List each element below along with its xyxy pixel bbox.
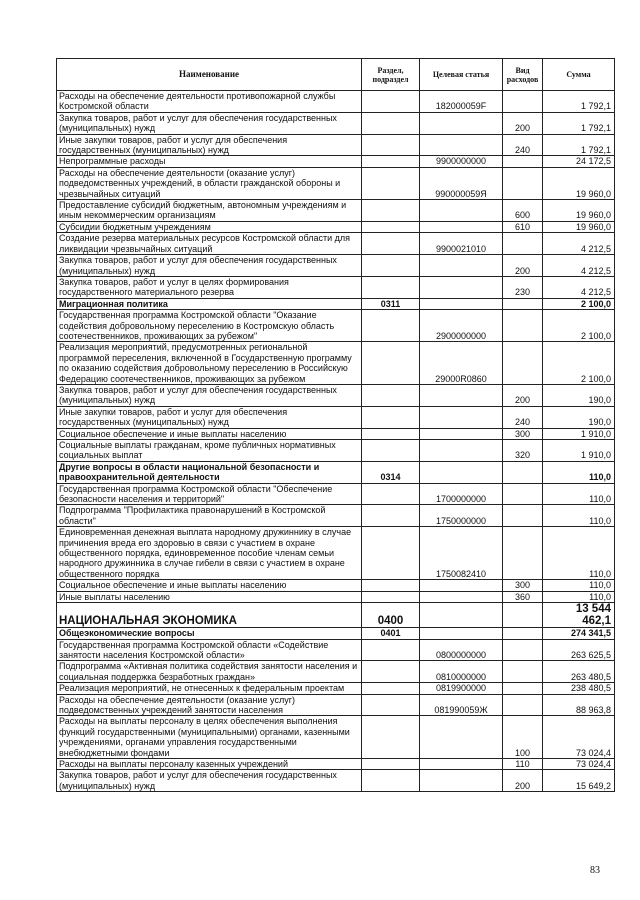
table-row <box>57 461 615 483</box>
cell-section <box>362 384 420 406</box>
cell-name: Государственная программа Костромской области "Обеспечение безопасности населения и территорий" <box>57 483 362 505</box>
table-row <box>57 221 615 232</box>
cell-article <box>420 440 503 462</box>
cell-article: 0810000000 <box>420 661 503 683</box>
cell-name: Предоставление субсидий бюджетным, автономным учреждениям и иным некоммерческим организациям <box>57 200 362 222</box>
cell-sum: 19 960,0 <box>543 221 615 232</box>
cell-name: Реализация мероприятий, предусмотренных региональной программой переселения, включенной в Государственную программу по оказанию содействия добровольному переселению в Российскую Федерацию соотечественников, проживающих за рубежом <box>57 342 362 385</box>
cell-kind: 100 <box>503 716 543 759</box>
cell-sum: 2 100,0 <box>543 342 615 385</box>
table-row <box>57 112 615 134</box>
cell-name: Закупка товаров, работ и услуг для обеспечения государственных (муниципальных) нужд <box>57 384 362 406</box>
cell-section <box>362 770 420 792</box>
table-row <box>57 156 615 167</box>
cell-article <box>420 276 503 298</box>
cell-sum: 24 172,5 <box>543 156 615 167</box>
cell-kind <box>503 483 543 505</box>
cell-kind <box>503 91 543 113</box>
table-row <box>57 428 615 439</box>
table-row <box>57 639 615 661</box>
cell-article <box>420 758 503 769</box>
header-row <box>57 59 615 91</box>
cell-kind <box>503 628 543 639</box>
cell-name: Реализация мероприятий, не отнесенных к федеральным проектам <box>57 683 362 694</box>
cell-section <box>362 639 420 661</box>
cell-article <box>420 406 503 428</box>
cell-sum: 1 910,0 <box>543 428 615 439</box>
cell-section <box>362 167 420 199</box>
cell-section: 0314 <box>362 461 420 483</box>
cell-article <box>420 770 503 792</box>
cell-section <box>362 591 420 602</box>
cell-section <box>362 134 420 156</box>
cell-kind <box>503 603 543 628</box>
table-row <box>57 591 615 602</box>
cell-kind <box>503 661 543 683</box>
table-row <box>57 716 615 759</box>
table-row <box>57 134 615 156</box>
cell-sum: 1 910,0 <box>543 440 615 462</box>
cell-sum: 1 792,1 <box>543 134 615 156</box>
cell-name: Государственная программа Костромской области "Оказание содействия добровольному переселению в Костромскую область соотечественников, проживающих за рубежом" <box>57 310 362 342</box>
table-row <box>57 527 615 580</box>
cell-name: Иные выплаты населению <box>57 591 362 602</box>
cell-kind: 200 <box>503 770 543 792</box>
cell-sum: 190,0 <box>543 406 615 428</box>
table-row <box>57 298 615 309</box>
cell-sum: 2 100,0 <box>543 298 615 309</box>
cell-article <box>420 428 503 439</box>
cell-sum: 73 024,4 <box>543 716 615 759</box>
table-row <box>57 276 615 298</box>
cell-kind: 300 <box>503 428 543 439</box>
cell-kind: 600 <box>503 200 543 222</box>
cell-sum: 1 792,1 <box>543 91 615 113</box>
cell-name: НАЦИОНАЛЬНАЯ ЭКОНОМИКА <box>57 603 362 628</box>
cell-sum: 4 212,5 <box>543 276 615 298</box>
cell-article <box>420 255 503 277</box>
cell-kind: 240 <box>503 406 543 428</box>
cell-kind <box>503 683 543 694</box>
cell-article <box>420 134 503 156</box>
cell-section <box>362 483 420 505</box>
cell-section: 0400 <box>362 603 420 628</box>
cell-article <box>420 221 503 232</box>
cell-name: Расходы на выплаты персоналу казенных учреждений <box>57 758 362 769</box>
table-row <box>57 758 615 769</box>
table-row <box>57 384 615 406</box>
page-number: 83 <box>590 865 600 876</box>
cell-kind <box>503 461 543 483</box>
cell-name: Субсидии бюджетным учреждениям <box>57 221 362 232</box>
cell-article <box>420 716 503 759</box>
cell-section <box>362 156 420 167</box>
table-header <box>57 59 615 91</box>
table-row <box>57 91 615 113</box>
cell-section <box>362 683 420 694</box>
cell-section: 0311 <box>362 298 420 309</box>
cell-kind: 300 <box>503 580 543 591</box>
cell-kind: 200 <box>503 255 543 277</box>
cell-name: Иные закупки товаров, работ и услуг для обеспечения государственных (муниципальных) нужд <box>57 406 362 428</box>
cell-article <box>420 461 503 483</box>
cell-kind <box>503 156 543 167</box>
cell-name: Расходы на обеспечение деятельности (оказание услуг) подведомственных учреждений, в области гражданской обороны и чрезвычайных ситуаций <box>57 167 362 199</box>
cell-sum: 110,0 <box>543 527 615 580</box>
cell-kind: 200 <box>503 384 543 406</box>
cell-section <box>362 505 420 527</box>
cell-section <box>362 440 420 462</box>
cell-sum: 110,0 <box>543 580 615 591</box>
cell-name: Подпрограмма "Профилактика правонарушений в Костромской области" <box>57 505 362 527</box>
cell-article: 29000R0860 <box>420 342 503 385</box>
table-row <box>57 505 615 527</box>
cell-section <box>362 527 420 580</box>
cell-sum: 110,0 <box>543 461 615 483</box>
cell-sum: 274 341,5 <box>543 628 615 639</box>
table-row <box>57 200 615 222</box>
cell-kind <box>503 505 543 527</box>
table-row <box>57 310 615 342</box>
cell-article: 081990059Ж <box>420 694 503 716</box>
cell-kind <box>503 342 543 385</box>
cell-sum: 190,0 <box>543 384 615 406</box>
cell-sum: 263 480,5 <box>543 661 615 683</box>
cell-name: Другие вопросы в области национальной безопасности и правоохранительной деятельности <box>57 461 362 483</box>
cell-name: Общеэкономические вопросы <box>57 628 362 639</box>
table-row <box>57 603 615 628</box>
header-section: Раздел, подраздел <box>362 59 420 91</box>
cell-section <box>362 276 420 298</box>
cell-article <box>420 591 503 602</box>
table-row <box>57 233 615 255</box>
cell-kind <box>503 527 543 580</box>
cell-section <box>362 758 420 769</box>
cell-name: Закупка товаров, работ и услуг для обеспечения государственных (муниципальных) нужд <box>57 112 362 134</box>
cell-kind: 230 <box>503 276 543 298</box>
cell-kind: 320 <box>503 440 543 462</box>
cell-article: 0800000000 <box>420 639 503 661</box>
cell-sum: 238 480,5 <box>543 683 615 694</box>
cell-name: Социальные выплаты гражданам, кроме публичных нормативных социальных выплат <box>57 440 362 462</box>
cell-article: 9900000000 <box>420 156 503 167</box>
cell-section <box>362 342 420 385</box>
cell-name: Закупка товаров, работ и услуг для обеспечения государственных (муниципальных) нужд <box>57 255 362 277</box>
cell-sum: 2 100,0 <box>543 310 615 342</box>
cell-kind: 610 <box>503 221 543 232</box>
cell-name: Закупка товаров, работ и услуг в целях формирования государственного материального резерва <box>57 276 362 298</box>
cell-kind <box>503 694 543 716</box>
table-row <box>57 440 615 462</box>
cell-sum: 263 625,5 <box>543 639 615 661</box>
cell-sum: 110,0 <box>543 505 615 527</box>
cell-sum: 1 792,1 <box>543 112 615 134</box>
cell-kind: 200 <box>503 112 543 134</box>
cell-section <box>362 233 420 255</box>
table-row <box>57 406 615 428</box>
table-row <box>57 683 615 694</box>
cell-section: 0401 <box>362 628 420 639</box>
cell-article: 990000059Я <box>420 167 503 199</box>
cell-kind <box>503 310 543 342</box>
cell-section <box>362 580 420 591</box>
cell-sum: 110,0 <box>543 483 615 505</box>
cell-article: 2900000000 <box>420 310 503 342</box>
cell-kind <box>503 298 543 309</box>
cell-section <box>362 406 420 428</box>
cell-section <box>362 112 420 134</box>
cell-name: Подпрограмма «Активная политика содействия занятости населения и социальная поддержка безработных граждан» <box>57 661 362 683</box>
header-name: Наименование <box>57 59 362 91</box>
cell-kind <box>503 639 543 661</box>
cell-kind: 110 <box>503 758 543 769</box>
cell-section <box>362 200 420 222</box>
table-row <box>57 580 615 591</box>
cell-name: Иные закупки товаров, работ и услуг для обеспечения государственных (муниципальных) нужд <box>57 134 362 156</box>
cell-name: Закупка товаров, работ и услуг для обеспечения государственных (муниципальных) нужд <box>57 770 362 792</box>
cell-name: Расходы на выплаты персоналу в целях обеспечения выполнения функций государственными (муниципальными) органами, казенными учреждениями, органами управления государственными внебюджетными фондами <box>57 716 362 759</box>
budget-table-sheet <box>56 58 614 792</box>
cell-article: 1750082410 <box>420 527 503 580</box>
cell-name: Создание резерва материальных ресурсов Костромской области для ликвидации чрезвычайных ситуаций <box>57 233 362 255</box>
table-row <box>57 255 615 277</box>
cell-name: Расходы на обеспечение деятельности противопожарной службы Костромской области <box>57 91 362 113</box>
table-body <box>57 91 615 792</box>
cell-article <box>420 298 503 309</box>
cell-article <box>420 200 503 222</box>
cell-article: 182000059F <box>420 91 503 113</box>
cell-article: 0819900000 <box>420 683 503 694</box>
cell-name: Миграционная политика <box>57 298 362 309</box>
header-article: Целевая статья <box>420 59 503 91</box>
cell-article <box>420 603 503 628</box>
cell-sum: 13 544 462,1 <box>543 603 615 628</box>
cell-article <box>420 628 503 639</box>
cell-kind <box>503 233 543 255</box>
cell-name: Социальное обеспечение и иные выплаты населению <box>57 428 362 439</box>
cell-article <box>420 580 503 591</box>
table-row <box>57 628 615 639</box>
cell-article <box>420 384 503 406</box>
header-kind: Вид расходов <box>503 59 543 91</box>
header-sum: Сумма <box>543 59 615 91</box>
cell-article: 9900021010 <box>420 233 503 255</box>
cell-kind: 360 <box>503 591 543 602</box>
table-row <box>57 770 615 792</box>
cell-section <box>362 310 420 342</box>
cell-kind <box>503 167 543 199</box>
cell-sum: 88 963,8 <box>543 694 615 716</box>
cell-kind: 240 <box>503 134 543 156</box>
cell-article: 1700000000 <box>420 483 503 505</box>
budget-table <box>56 58 615 792</box>
cell-sum: 4 212,5 <box>543 233 615 255</box>
table-row <box>57 661 615 683</box>
cell-sum: 15 649,2 <box>543 770 615 792</box>
cell-sum: 19 960,0 <box>543 200 615 222</box>
table-row <box>57 342 615 385</box>
cell-sum: 73 024,4 <box>543 758 615 769</box>
cell-article <box>420 112 503 134</box>
cell-name: Единовременная денежная выплата народному дружиннику в случае причинения вреда его здоровью в связи с участием в охране общественного порядка, единовременное пособие членам семьи народного дружинника в случае гибели в связи с участием в охране общественного порядка <box>57 527 362 580</box>
table-row <box>57 483 615 505</box>
cell-name: Расходы на обеспечение деятельности (оказание услуг) подведомственных учреждений занятости населения <box>57 694 362 716</box>
cell-section <box>362 428 420 439</box>
cell-sum: 19 960,0 <box>543 167 615 199</box>
cell-section <box>362 221 420 232</box>
cell-section <box>362 694 420 716</box>
cell-sum: 4 212,5 <box>543 255 615 277</box>
cell-section <box>362 661 420 683</box>
table-row <box>57 694 615 716</box>
cell-section <box>362 255 420 277</box>
cell-section <box>362 716 420 759</box>
cell-name: Социальное обеспечение и иные выплаты населению <box>57 580 362 591</box>
cell-article: 1750000000 <box>420 505 503 527</box>
cell-name: Государственная программа Костромской области «Содействие занятости населения Костромской области» <box>57 639 362 661</box>
table-row <box>57 167 615 199</box>
cell-sum: 110,0 <box>543 591 615 602</box>
cell-name: Непрограммные расходы <box>57 156 362 167</box>
cell-section <box>362 91 420 113</box>
